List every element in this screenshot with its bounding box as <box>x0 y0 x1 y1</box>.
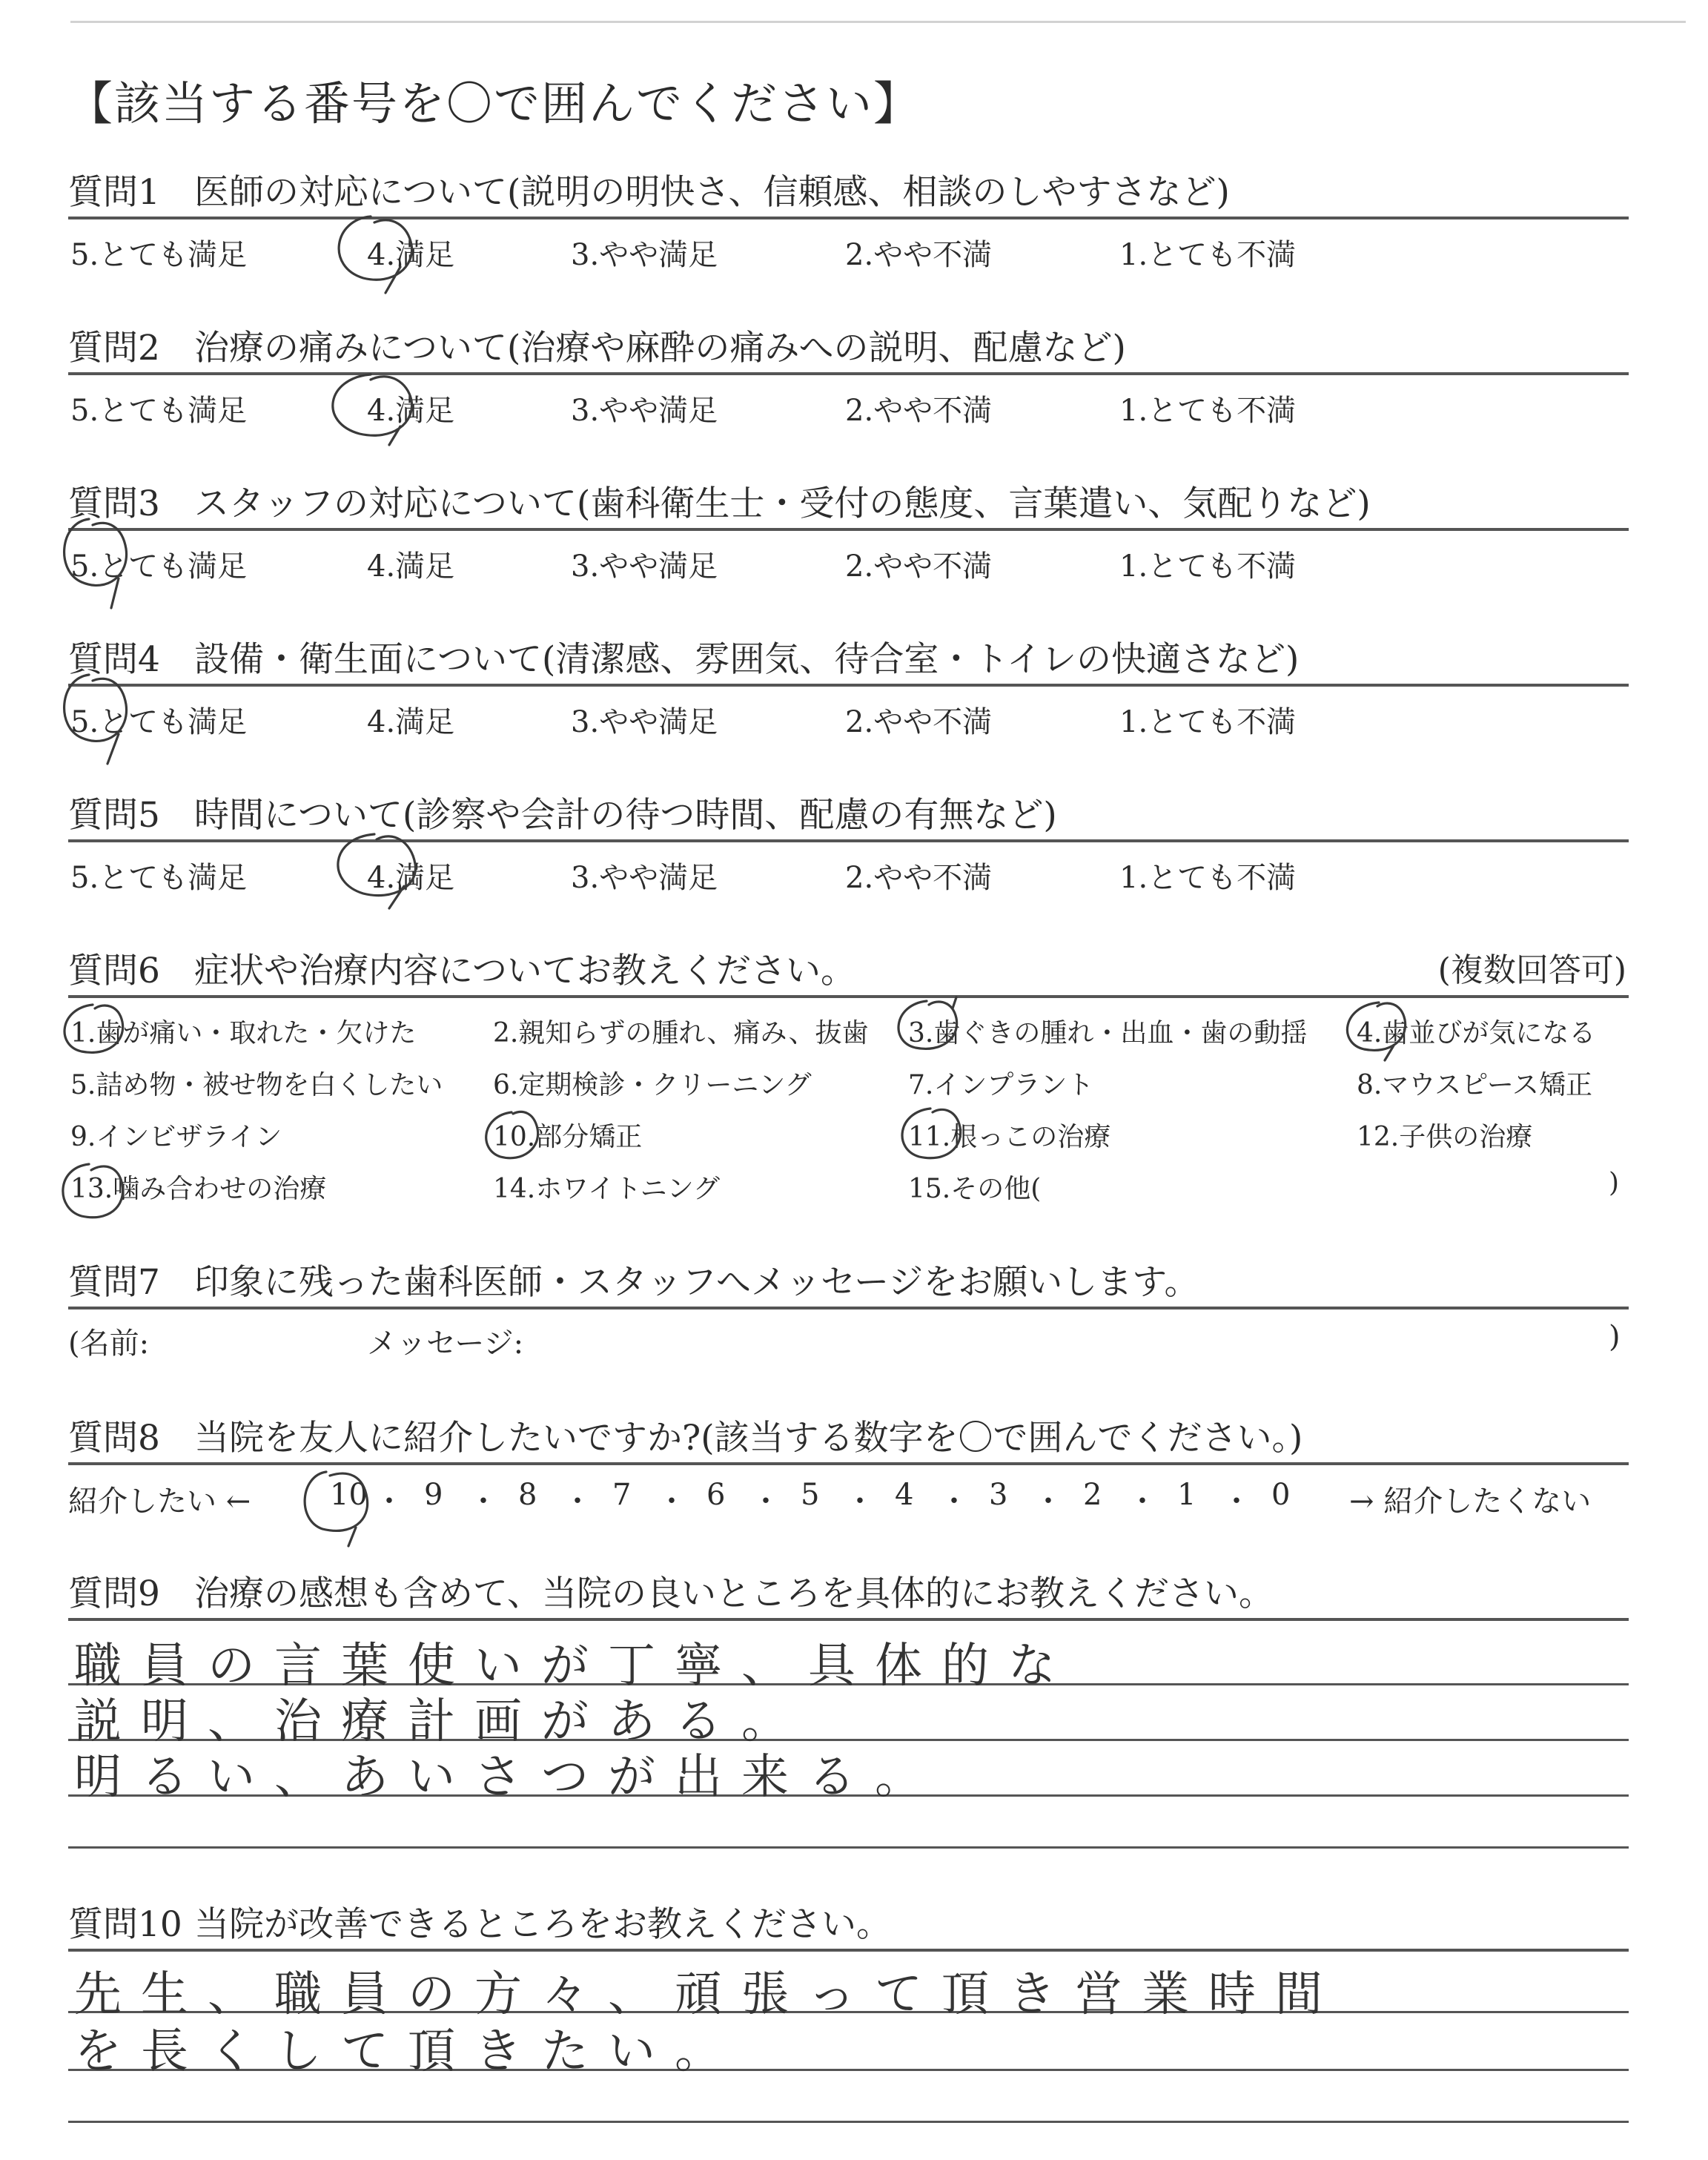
q1-option-5[interactable]: 5.とても満足 <box>70 238 248 272</box>
q10-handwritten-answer-line-1: 先生、職員の方々、頑張って頂き営業時間 <box>74 1967 1342 2022</box>
q1-option-1[interactable]: 1.とても不満 <box>1119 238 1297 272</box>
q2-rule <box>68 372 1629 375</box>
q8-scale-value-6[interactable]: 6 <box>706 1478 726 1512</box>
q6-title: 質問6 症状や治療内容についてお教えください。 <box>68 951 856 991</box>
q9-handwritten-answer-line-3: 明るい、あいさつが出来る。 <box>74 1750 941 1805</box>
q1-option-3[interactable]: 3.やや満足 <box>571 238 718 272</box>
q8-scale-separator: ・ <box>1128 1484 1157 1519</box>
q7-name-label: (名前: <box>68 1327 150 1361</box>
q6-option-5[interactable]: 5.詰め物・被せ物を白くしたい <box>70 1070 443 1100</box>
q7-message-label: メッセージ: <box>367 1327 524 1361</box>
q8-left-label: 紹介したい ← <box>68 1484 251 1519</box>
q2-option-2[interactable]: 2.やや不満 <box>845 394 993 428</box>
q8-scale-value-5[interactable]: 5 <box>801 1478 820 1512</box>
q3-option-3[interactable]: 3.やや満足 <box>571 549 718 584</box>
q5-option-2[interactable]: 2.やや不満 <box>845 861 993 895</box>
q8-scale-separator: ・ <box>657 1484 686 1519</box>
q6-option-4[interactable]: 4.歯並びが気になる <box>1357 1018 1596 1048</box>
q6-option-13[interactable]: 13.噛み合わせの治療 <box>70 1174 327 1204</box>
q3-option-5[interactable]: 5.とても満足 <box>70 549 248 584</box>
q6-option-9[interactable]: 9.インビザライン <box>70 1122 282 1152</box>
q8-scale-separator: ・ <box>374 1484 404 1519</box>
q8-scale-separator: ・ <box>751 1484 781 1519</box>
q6-option-12[interactable]: 12.子供の治療 <box>1357 1122 1533 1152</box>
q4-rule <box>68 684 1629 687</box>
q1-title: 質問1 医師の対応について(説明の明快さ、信頼感、相談のしやすさなど) <box>68 172 1230 213</box>
q5-option-3[interactable]: 3.やや満足 <box>571 861 718 895</box>
q9-title: 質問9 治療の感想も含めて、当院の良いところを具体的にお教えください。 <box>68 1573 1274 1614</box>
q6-option-11[interactable]: 11.根っこの治療 <box>908 1122 1111 1152</box>
q3-rule <box>68 528 1629 531</box>
q3-option-4[interactable]: 4.満足 <box>367 549 455 584</box>
q4-option-3[interactable]: 3.やや満足 <box>571 705 718 739</box>
q6-other-close-paren: ) <box>1609 1168 1620 1198</box>
q5-title: 質問5 時間について(診察や会計の待つ時間、配慮の有無など) <box>68 795 1057 836</box>
form-header: 【該当する番号を〇で囲んでください】 <box>67 76 921 131</box>
q6-multiple-note: (複数回答可) <box>1437 951 1626 989</box>
q8-scale-separator: ・ <box>939 1484 969 1519</box>
q3-title: 質問3 スタッフの対応について(歯科衛生士・受付の態度、言葉遣い、気配りなど) <box>68 483 1371 524</box>
q8-scale-separator: ・ <box>1033 1484 1063 1519</box>
q8-title: 質問8 当院を友人に紹介したいですか?(該当する数字を〇で囲んでください。) <box>68 1418 1303 1459</box>
q1-option-4[interactable]: 4.満足 <box>367 238 455 272</box>
q3-option-1[interactable]: 1.とても不満 <box>1119 549 1297 584</box>
q2-option-5[interactable]: 5.とても満足 <box>70 394 248 428</box>
q8-rule <box>68 1462 1629 1465</box>
q6-option-3[interactable]: 3.歯ぐきの腫れ・出血・歯の動揺 <box>908 1018 1308 1048</box>
q6-rule <box>68 995 1629 998</box>
q5-rule <box>68 839 1629 842</box>
q7-close-paren: ) <box>1609 1320 1621 1354</box>
q8-scale-value-9[interactable]: 9 <box>424 1478 443 1512</box>
q9-rule <box>68 1618 1629 1621</box>
q4-option-1[interactable]: 1.とても不満 <box>1119 705 1297 739</box>
q9-handwritten-answer-line-2: 説明、治療計画がある。 <box>74 1694 808 1749</box>
q8-scale-separator: ・ <box>845 1484 875 1519</box>
q9-handwritten-answer-line-1: 職員の言葉使いが丁寧、具体的な <box>74 1639 1075 1694</box>
q8-scale-separator: ・ <box>469 1484 498 1519</box>
q4-option-2[interactable]: 2.やや不満 <box>845 705 993 739</box>
q6-option-8[interactable]: 8.マウスピース矯正 <box>1357 1070 1593 1100</box>
q5-option-4[interactable]: 4.満足 <box>367 861 455 895</box>
q4-option-5[interactable]: 5.とても満足 <box>70 705 248 739</box>
q8-scale-separator: ・ <box>563 1484 592 1519</box>
q7-rule <box>68 1307 1629 1309</box>
top-border <box>70 21 1686 23</box>
q1-rule <box>68 217 1629 219</box>
q8-scale-value-0[interactable]: 0 <box>1271 1478 1291 1512</box>
q3-option-2[interactable]: 2.やや不満 <box>845 549 993 584</box>
q6-option-15[interactable]: 15.その他( <box>908 1174 1042 1204</box>
q10-handwritten-answer-line-2: を長くして頂きたい。 <box>74 2024 741 2079</box>
q8-scale-value-4[interactable]: 4 <box>895 1478 914 1512</box>
q4-title: 質問4 設備・衛生面について(清潔感、雰囲気、待合室・トイレの快適さなど) <box>68 639 1300 680</box>
q2-option-3[interactable]: 3.やや満足 <box>571 394 718 428</box>
q6-option-2[interactable]: 2.親知らずの腫れ、痛み、抜歯 <box>493 1018 869 1048</box>
q2-title: 質問2 治療の痛みについて(治療や麻酔の痛みへの説明、配慮など) <box>68 328 1126 369</box>
q6-option-6[interactable]: 6.定期検診・クリーニング <box>493 1070 812 1100</box>
q8-scale-value-2[interactable]: 2 <box>1083 1478 1102 1512</box>
q10-rule <box>68 1949 1629 1952</box>
q8-scale-value-8[interactable]: 8 <box>518 1478 537 1512</box>
q8-scale-value-10[interactable]: 10 <box>330 1478 368 1512</box>
q8-scale-separator: ・ <box>1222 1484 1251 1519</box>
q5-option-5[interactable]: 5.とても満足 <box>70 861 248 895</box>
q1-option-2[interactable]: 2.やや不満 <box>845 238 993 272</box>
q6-option-10[interactable]: 10.部分矯正 <box>493 1122 643 1152</box>
q8-scale-value-1[interactable]: 1 <box>1177 1478 1196 1512</box>
q9-writing-line-4 <box>68 1846 1629 1849</box>
q8-scale-value-7[interactable]: 7 <box>612 1478 632 1512</box>
q2-option-1[interactable]: 1.とても不満 <box>1119 394 1297 428</box>
q4-option-4[interactable]: 4.満足 <box>367 705 455 739</box>
q6-option-14[interactable]: 14.ホワイトニング <box>493 1174 721 1204</box>
q8-right-label: → 紹介したくない <box>1349 1484 1592 1519</box>
q10-title: 質問10 当院が改善できるところをお教えください。 <box>68 1904 891 1945</box>
q6-option-1[interactable]: 1.歯が痛い・取れた・欠けた <box>70 1018 417 1048</box>
q5-option-1[interactable]: 1.とても不満 <box>1119 861 1297 895</box>
q6-option-7[interactable]: 7.インプラント <box>908 1070 1094 1100</box>
q7-title: 質問7 印象に残った歯科医師・スタッフへメッセージをお願いします。 <box>68 1262 1199 1303</box>
q10-writing-line-3 <box>68 2121 1629 2123</box>
q8-scale-value-3[interactable]: 3 <box>989 1478 1008 1512</box>
q2-option-4[interactable]: 4.満足 <box>367 394 455 428</box>
